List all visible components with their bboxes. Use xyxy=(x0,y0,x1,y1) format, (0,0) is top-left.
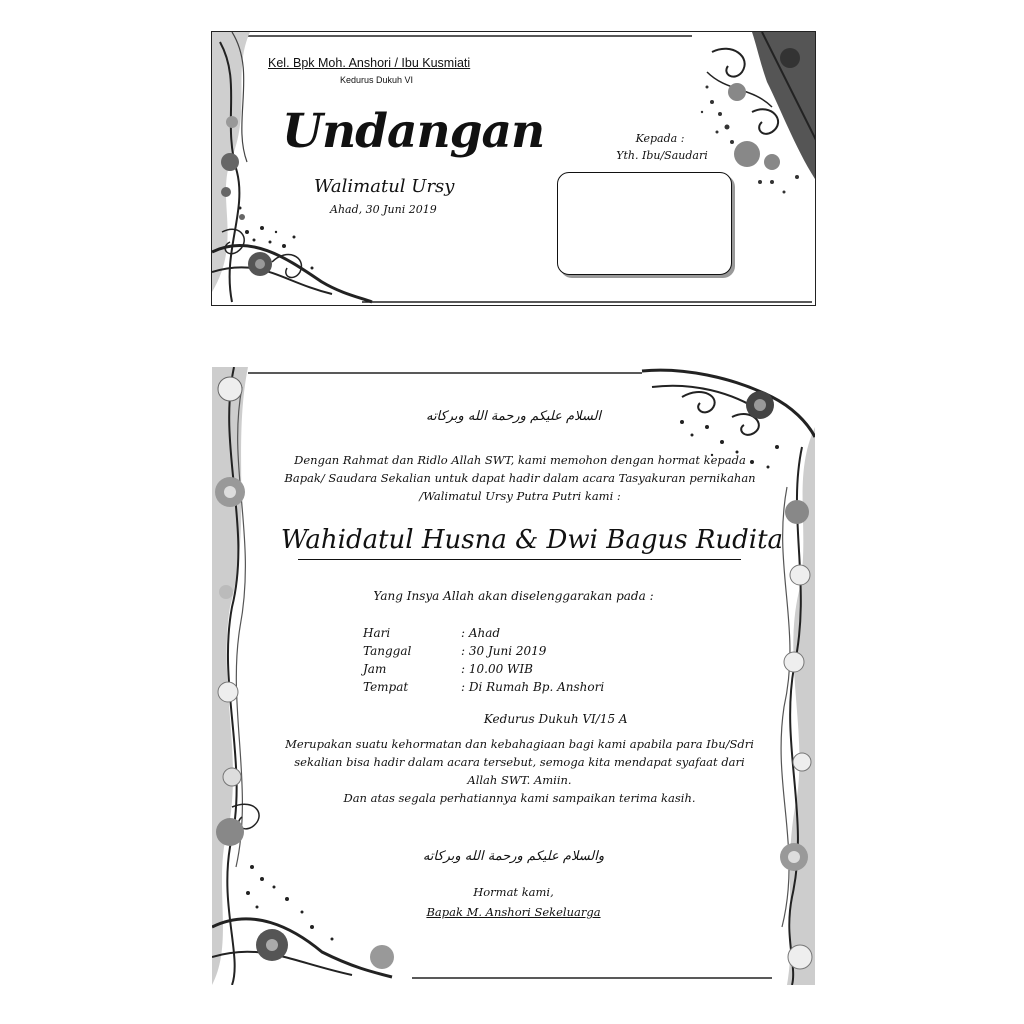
detail-row-place xyxy=(363,680,604,694)
couple-names: Wahidatul Husna & Dwi Bagus Rudita xyxy=(280,525,784,555)
thanks-text: Dan atas segala perhatiannya kami sampaikan terima kasih. xyxy=(343,791,696,805)
signature-text: Bapak M. Anshori Sekeluarga xyxy=(426,905,601,919)
detail-value: : Di Rumah Bp. Anshori xyxy=(461,680,605,694)
detail-value: : 10.00 WIB xyxy=(461,662,533,676)
sender-address: Kedurus Dukuh VI xyxy=(340,75,414,85)
invitation-title: Undangan xyxy=(282,104,545,159)
couple-names-underline xyxy=(298,559,741,560)
signature xyxy=(212,905,815,919)
detail-label: Jam xyxy=(363,662,387,676)
envelope-card xyxy=(211,31,816,306)
detail-value: : Ahad xyxy=(461,626,501,640)
arabic-greeting-closing xyxy=(212,845,815,867)
sender-family-name: Kel. Bpk Moh. Anshori / Ibu Kusmiati xyxy=(268,56,471,70)
detail-row-time xyxy=(363,662,533,676)
detail-row-date xyxy=(363,644,546,658)
recipient-label: Kepada : xyxy=(635,132,685,145)
invitation-letter xyxy=(212,367,815,985)
detail-label: Hari xyxy=(363,626,391,640)
arabic-greeting-opening-text: السلام عليكم ورحمة الله وبركاته xyxy=(425,409,602,424)
detail-label: Tempat xyxy=(363,680,409,694)
arabic-greeting-opening xyxy=(212,405,815,427)
closing-paragraph xyxy=(282,735,757,807)
regards-text: Hormat kami, xyxy=(473,885,554,899)
event-intro: Yang Insya Allah akan diselenggarakan pada : xyxy=(373,589,654,603)
invitation-date: Ahad, 30 Juni 2019 xyxy=(330,203,437,216)
invitation-subtitle: Walimatul Ursy xyxy=(314,176,455,197)
arabic-greeting-closing-text: والسلام عليكم ورحمة الله وبركاته xyxy=(422,849,605,864)
detail-label: Tanggal xyxy=(363,644,412,658)
detail-value: Kedurus Dukuh VI/15 A xyxy=(476,712,628,726)
invitation-intro: Dengan Rahmat dan Ridlo Allah SWT, kami memohon dengan hormat kepada Bapak/ Saudara Sekalian untuk dapat hadir dalam acara Tasyakuran pernikahan /Walimatul Ursy Putra Putri kami : xyxy=(284,453,756,503)
recipient-address-box[interactable] xyxy=(557,172,732,275)
detail-row-place-address xyxy=(363,698,628,740)
closing-text: Merupakan suatu kehormatan dan kebahagiaan bagi kami apabila para Ibu/Sdri sekalian bisa hadir dalam acara tersebut, semoga kita mendapat syafaat dari Allah SWT. Amiin. xyxy=(285,737,754,787)
recipient-salutation: Yth. Ibu/Saudari xyxy=(616,149,708,162)
detail-row-day xyxy=(363,626,500,640)
detail-value: : 30 Juni 2019 xyxy=(461,644,547,658)
